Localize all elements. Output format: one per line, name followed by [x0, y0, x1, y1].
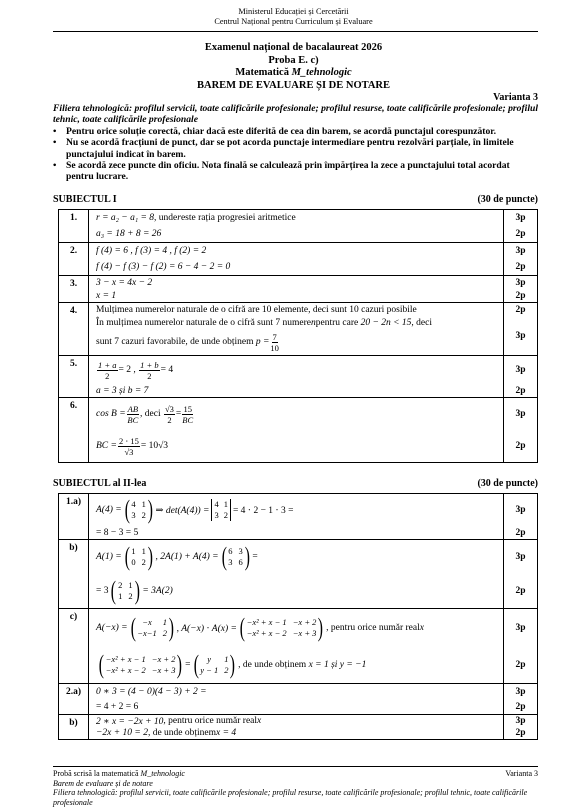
matrix-entry: 2 — [141, 557, 146, 567]
points: 2p — [515, 304, 526, 315]
matrix-entry: 2 — [162, 628, 167, 638]
points: 3p — [515, 365, 526, 375]
solution-cell — [89, 303, 504, 356]
matrix-entry: 6 — [228, 546, 233, 556]
math: A(1) = — [96, 552, 122, 562]
matrix: ( y 1 y − 1 2 ) — [193, 650, 236, 679]
denominator: 2 — [167, 414, 172, 425]
item-number: b) — [59, 540, 89, 609]
item-number: 1.a) — [59, 494, 89, 540]
proba-title: Proba E. c) — [268, 54, 319, 66]
table-row — [59, 210, 538, 243]
text: , de unde obținem — [147, 728, 217, 738]
matrix-entry: −x² + x − 1 — [246, 617, 287, 627]
fraction — [97, 360, 118, 381]
denominator: BC — [182, 414, 194, 425]
matrix-grid — [131, 499, 146, 521]
math: n — [311, 317, 316, 328]
section-1-heading — [53, 194, 538, 205]
section-2-points: (30 de puncte) — [477, 478, 538, 489]
solution-cell — [89, 540, 504, 609]
numerator: AB — [127, 403, 139, 414]
points: 3p — [515, 505, 526, 515]
math: BC = — [96, 441, 117, 451]
math: a₃ = 18 + 8 = 26 — [96, 229, 162, 239]
table-row — [59, 243, 538, 276]
matrix-entry: 3 — [214, 510, 219, 520]
points-cell — [504, 303, 538, 356]
matrix-entry: 3 — [228, 557, 233, 567]
points: 3p — [515, 277, 526, 288]
denominator: 2 — [147, 370, 152, 381]
matrix-grid — [247, 617, 317, 639]
matrix-entry: −x + 2 — [292, 617, 317, 627]
matrix-entry: 1 — [128, 580, 133, 590]
subject-profile: M_tehnologic — [291, 67, 352, 78]
points: 2p — [515, 441, 526, 451]
text: , unde — [154, 213, 178, 223]
table-row — [59, 303, 538, 356]
matrix-entry: −x + 2 — [151, 654, 176, 664]
matrix-entry: 3 — [131, 510, 136, 520]
points-cell — [504, 243, 538, 276]
math: = 10√3 — [140, 441, 169, 451]
table-row — [59, 540, 538, 609]
points-cell — [504, 210, 538, 243]
matrix-entry: −x−1 — [137, 628, 157, 638]
footer-line-3: Filiera tehnologică: profilul servicii, toate calificările profesionale; profilul resurse, toate calificările profesionale; profilul tehnic, toate calificările profesionale — [53, 788, 528, 807]
matrix-entry: 1 — [223, 499, 228, 509]
denominator: 10 — [270, 342, 279, 353]
math: 3 − x = 4x − 2 — [96, 277, 153, 288]
center-name: Centrul Național pentru Curriculum și Evaluare — [214, 17, 373, 26]
math: f (4) = 6 , f (3) = 4 , f (2) = 2 — [96, 246, 207, 256]
section-1-table — [58, 209, 538, 463]
math: = — [175, 409, 182, 419]
section-2-table — [58, 493, 538, 740]
solution-cell — [89, 210, 504, 243]
table-row — [59, 494, 538, 540]
table-row — [59, 715, 538, 740]
section-1-title: SUBIECTUL I — [53, 194, 117, 205]
subject-prefix: Matematică — [235, 67, 292, 78]
item-number: 3. — [59, 276, 89, 303]
math: 0 ∗ 3 = (4 − 0)(4 − 3) + 2 = — [96, 687, 207, 697]
denominator: √3 — [124, 446, 134, 457]
points: 2p — [515, 229, 526, 239]
math: = 4 ⋅ 2 − 1 ⋅ 3 = — [232, 505, 294, 516]
points: 2p — [515, 527, 526, 538]
filiera-text: Filiera tehnologică: profilul servicii, toate calificările profesionale; profilul resurse, toate calificările profesionale; profilul tehnic, toate calificările profesionale — [53, 103, 538, 126]
solution-cell — [89, 494, 504, 540]
text: , de unde obținem — [238, 660, 307, 670]
points: 3p — [515, 686, 526, 697]
solution-cell — [89, 276, 504, 303]
fraction — [127, 404, 139, 425]
instruction-bullet: • Pentru orice soluție corectă, chiar dacă este diferită de cea din barem, se acordă punctajul corespunzător. — [53, 126, 538, 137]
math: x — [419, 623, 424, 633]
matrix-entry: 1 — [162, 617, 167, 627]
math: p = — [255, 337, 270, 347]
solution-cell — [89, 715, 504, 740]
section-2-title: SUBIECTUL al II-lea — [53, 478, 147, 489]
math: r — [177, 213, 181, 223]
header — [0, 7, 587, 27]
item-number: b) — [59, 715, 89, 740]
footer-line-2: Barem de evaluare și de notare — [53, 778, 153, 788]
text: , pentru orice număr real — [326, 623, 420, 633]
matrix-entry: −x + 3 — [151, 665, 176, 675]
table-row — [59, 609, 538, 684]
solution-cell — [89, 609, 504, 684]
barem-title: BAREM DE EVALUARE ȘI DE NOTARE — [196, 79, 391, 91]
math: , 2A(1) + A(4) = — [155, 552, 219, 562]
item-number: 2. — [59, 243, 89, 276]
text: , deci — [411, 317, 432, 328]
math: = 2 , — [118, 365, 136, 375]
ministry-name: Ministerul Educației și Cercetării — [238, 7, 349, 16]
section-1-points: (30 de puncte) — [477, 194, 538, 205]
math: A(−x) = — [96, 623, 128, 633]
points-cell — [504, 715, 538, 740]
math: = 4 + 2 = 6 — [96, 701, 139, 712]
points: 2p — [515, 586, 526, 596]
determinant — [211, 499, 231, 521]
matrix: ( −x 1 −x−1 2 ) — [130, 613, 174, 642]
item-number: 1. — [59, 210, 89, 243]
text: Mulțimea numerelor naturale de o cifră are 10 elemente, deci sunt 10 cazuri posibile — [96, 304, 417, 315]
matrix-entry: −x — [142, 617, 152, 627]
points-cell — [504, 276, 538, 303]
matrix-grid — [131, 546, 146, 568]
matrix-entry: 3 — [238, 546, 243, 556]
math: , A(−x) ⋅ A(x) = — [176, 623, 237, 634]
numerator: 1 + b — [140, 359, 159, 370]
denominator: BC — [127, 414, 139, 425]
points-cell — [504, 609, 538, 684]
footer-variant: Varianta 3 — [505, 769, 538, 778]
points: 3p — [515, 246, 526, 256]
section-2-heading — [53, 478, 538, 489]
text: În mulțimea numerelor naturale de o cifră sunt 7 numere — [96, 317, 311, 328]
table-row — [59, 276, 538, 303]
points: 2p — [515, 660, 526, 670]
table-row — [59, 684, 538, 715]
item-number: c) — [59, 609, 89, 684]
points-cell — [504, 684, 538, 715]
numerator: 15 — [183, 403, 192, 414]
solution-cell — [89, 398, 504, 463]
text: este rația progresiei aritmetice — [180, 213, 296, 223]
matrix-entry: 2 — [224, 665, 229, 675]
matrix-entry: −x + 3 — [292, 628, 317, 638]
matrix-grid — [137, 617, 167, 639]
math: = 3 — [96, 586, 109, 596]
points: 2p — [515, 290, 526, 301]
matrix-entry: 4 — [131, 499, 136, 509]
matrix-entry: −x² + x − 1 — [105, 654, 146, 664]
matrix-entry: 1 — [118, 591, 123, 601]
math: x = 1 și y = −1 — [308, 660, 367, 670]
matrix: ( −x² + x − 1 −x + 2 −x² + x − 2 −x + 3 ) — [98, 650, 183, 679]
matrix-entry: 6 — [238, 557, 243, 567]
matrix-entry: 1 — [224, 654, 229, 664]
subject-title — [0, 67, 587, 80]
matrix: ( 6 3 3 6 ) — [221, 542, 250, 571]
solution-cell — [89, 684, 504, 715]
instruction-bullet: • Nu se acordă fracțiuni de punct, dar se pot acorda punctaje intermediare pentru rezolvări parțiale, în limitele punctajului indicat în barem. — [53, 137, 538, 160]
math: = — [185, 660, 191, 670]
matrix-grid — [228, 546, 243, 568]
text: sunt 7 cazuri favorabile, de unde obținem — [96, 337, 254, 347]
math: x — [257, 716, 262, 726]
item-number: 6. — [59, 398, 89, 463]
item-number: 2.a) — [59, 684, 89, 715]
numerator: √3 — [164, 403, 174, 414]
math: x = 1 — [96, 290, 117, 301]
points: 3p — [515, 552, 526, 562]
points: 2p — [515, 385, 526, 396]
numerator: 1 + a — [98, 359, 117, 370]
fraction — [164, 404, 175, 425]
math: f (4) − f (3) − f (2) = 6 − 4 − 2 = 0 — [96, 262, 231, 272]
text: , deci — [140, 409, 161, 419]
math: r = a₂ − a₁ = 8 — [96, 213, 155, 223]
points: 2p — [515, 262, 526, 272]
variant-label: Varianta 3 — [493, 92, 538, 103]
matrix: ( 2 1 1 2 ) — [111, 576, 140, 605]
points: 3p — [515, 623, 526, 633]
matrix: ( −x² + x − 1 −x + 2 −x² + x − 2 −x + 3 ) — [239, 613, 324, 642]
points: 3p — [515, 330, 526, 341]
math: = 8 − 3 = 5 — [96, 527, 139, 538]
matrix-entry: 0 — [131, 557, 136, 567]
matrix-entry: 1 — [141, 546, 146, 556]
fraction — [270, 332, 279, 353]
footer-profile: M_tehnologic — [140, 769, 185, 778]
math: x = 4 — [216, 728, 237, 738]
math: 20 − 2n < 15 — [360, 317, 412, 328]
math: = — [252, 552, 258, 562]
instruction-bullet: • Se acordă zece puncte din oficiu. Nota finală se calculează prin împărțirea la zece a punctajului total acordat pentru lucrare. — [53, 160, 538, 183]
matrix: ( 1 1 0 2 ) — [124, 542, 153, 571]
table-row — [59, 356, 538, 398]
math: ⇒ det(A(4)) = — [155, 505, 210, 516]
fraction — [182, 404, 193, 425]
matrix: ( 4 1 3 2 ) — [124, 495, 153, 524]
matrix-entry: 1 — [141, 499, 146, 509]
fraction — [139, 360, 160, 381]
matrix-entry: 2 — [118, 580, 123, 590]
solution-cell — [89, 356, 504, 398]
matrix-entry: 2 — [128, 591, 133, 601]
fraction — [118, 436, 140, 457]
exam-title: Examenul național de bacalaureat 2026 — [204, 42, 383, 53]
points: 3p — [515, 716, 526, 726]
points-cell — [504, 356, 538, 398]
math: −2x + 10 = 2 — [96, 728, 148, 738]
math: a = 3 și b = 7 — [96, 385, 149, 396]
footer-left: Probă scrisă la matematică — [53, 769, 141, 778]
points: 3p — [515, 213, 526, 223]
header-divider — [53, 31, 538, 32]
math: = 3A(2) — [142, 586, 173, 596]
denominator: 2 — [105, 370, 110, 381]
math: cos B = — [96, 409, 126, 419]
matrix-entry: y − 1 — [200, 665, 219, 675]
footer-line-1 — [53, 769, 538, 779]
matrix-entry: −x² + x − 2 — [246, 628, 287, 638]
matrix-grid — [200, 654, 228, 676]
footer-divider — [53, 766, 538, 767]
points-cell — [504, 398, 538, 463]
points: 2p — [515, 701, 526, 712]
item-number: 4. — [59, 303, 89, 356]
points: 3p — [515, 409, 526, 419]
matrix-entry: y — [207, 654, 212, 664]
matrix-entry: 2 — [141, 510, 146, 520]
matrix-entry: 2 — [223, 510, 228, 520]
numerator: 2 ⋅ 15 — [118, 435, 139, 446]
item-number: 5. — [59, 356, 89, 398]
math: 2 ∗ x = −2x + 10 — [96, 716, 164, 727]
table-row — [59, 398, 538, 463]
text: pentru care — [315, 317, 359, 328]
math: = 4 — [160, 365, 174, 375]
footer — [53, 769, 538, 807]
points-cell — [504, 540, 538, 609]
matrix-grid — [118, 580, 133, 602]
points: 2p — [515, 728, 526, 738]
points-cell — [504, 494, 538, 540]
math: A(4) = — [96, 505, 122, 515]
matrix-grid — [106, 654, 176, 676]
matrix-entry: −x² + x − 2 — [105, 665, 146, 675]
numerator: 7 — [272, 331, 277, 342]
document-titles — [0, 42, 587, 92]
matrix-entry: 1 — [131, 546, 136, 556]
matrix-entry: 4 — [214, 499, 219, 509]
solution-cell — [89, 243, 504, 276]
text: , pentru orice număr real — [163, 716, 258, 726]
intro-block — [53, 103, 538, 183]
